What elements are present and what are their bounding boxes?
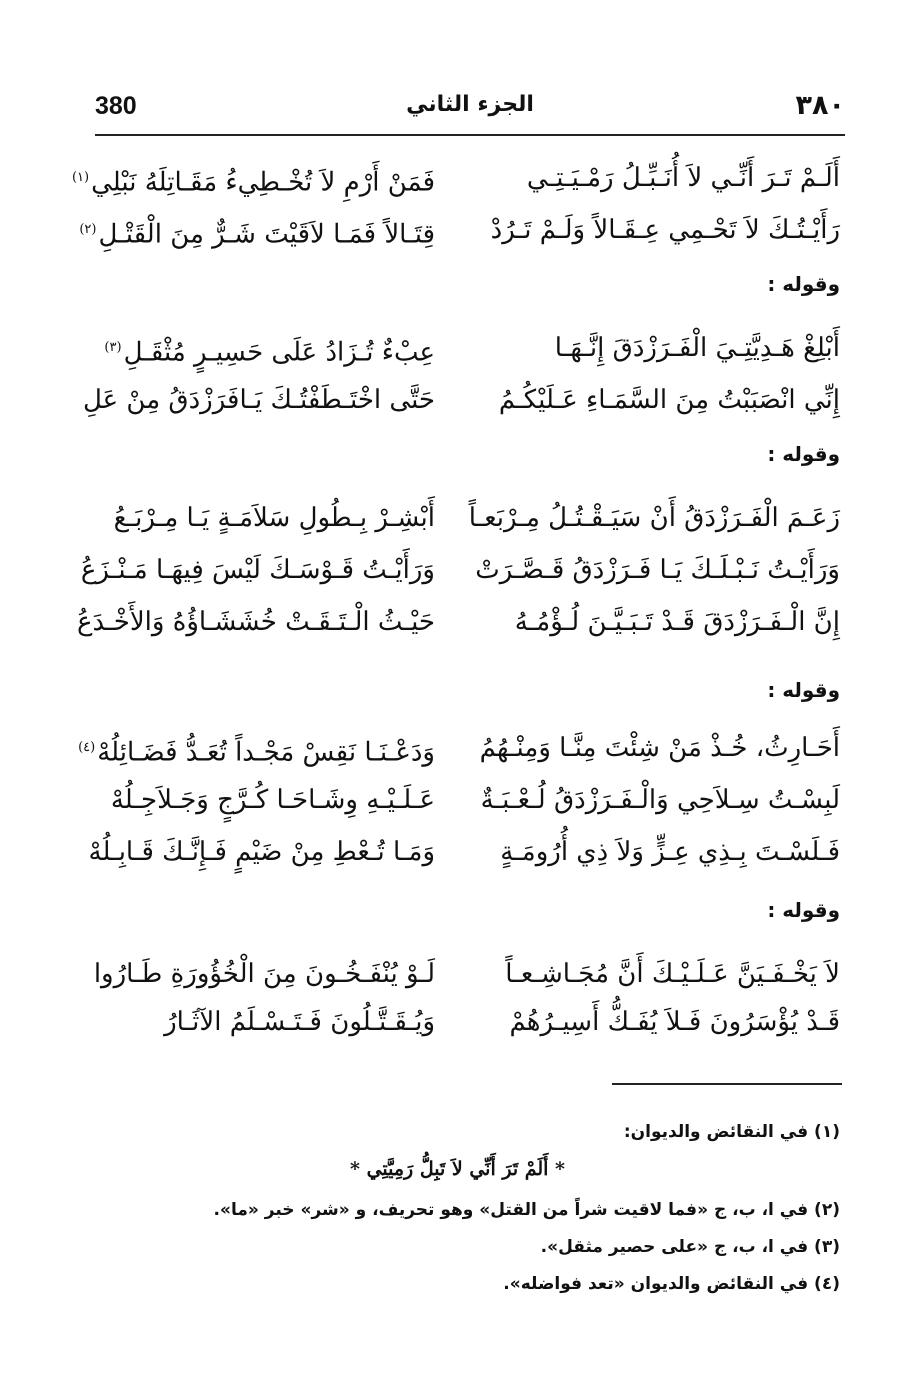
verse-right-hemistich: أَبْلِغْ هَـدِيَّتِـيَ الْفَـرَزْدَقَ إِنَّـهَـا bbox=[554, 333, 840, 363]
verse-left-hemistich bbox=[80, 330, 435, 371]
page-header bbox=[95, 92, 845, 132]
footnote-marker: (٢) bbox=[79, 222, 97, 237]
verse-right-hemistich: أَلَـمْ تَـرَ أَنِّـي لاَ أُنَـبِّـلُ رَمْـيَـتِـي bbox=[526, 163, 840, 193]
verse-text: عِبْءٌ تُـزَادُ عَلَى حَسِيـرٍ مُثْقَـلِ bbox=[123, 337, 435, 368]
verse-right-hemistich: قَـدْ يُؤْسَرُونَ فَـلاَ يُفَـكُّ أَسِيـرُهُمْ bbox=[509, 1007, 840, 1037]
verse-left-hemistich: عَـلَـيْـهِ وِشَـاحَـا كُـرَّجٍ وَجَـلاَجِـلُهْ bbox=[110, 785, 435, 815]
verse-right-hemistich: أَحَـارِثُ، خُـذْ مَنْ شِئْتَ مِنَّـا وَمِنْـهُمُ bbox=[479, 733, 840, 763]
page-number-latin: 380 bbox=[95, 92, 137, 120]
verse-right-hemistich: لَبِسْـتُ سِـلاَحِي وَالْـفَـرَزْدَقُ لُـعْـبَـةٌ bbox=[480, 785, 840, 815]
verse-right-hemistich: وَرَأَيْـتُ نَـبْـلَـكَ يَـا فَـرَزْدَقُ قَـصَّـرَتْ bbox=[475, 555, 840, 585]
footnote-marker: (٤) bbox=[78, 740, 96, 755]
footnote-marker: (١) bbox=[71, 170, 90, 185]
footnote-marker: (٣) bbox=[104, 340, 122, 355]
section-label: وقوله : bbox=[767, 898, 840, 922]
footnote-2: (٢) في ا، ب، ج «فما لاقيت شراً من القتل» وهو تحريف، و «شر» خبر «ما». bbox=[213, 1200, 840, 1220]
verse-text: قِتَـالاً فَمَـا لاَقَيْتَ شَـرٌّ مِنَ الْقَتْـلِ bbox=[98, 219, 435, 250]
section-label: وقوله : bbox=[767, 678, 840, 702]
verse-left-hemistich: لَـوْ يُنْفَـخُـونَ مِنَ الْخُؤُورَةِ طَـارُوا bbox=[93, 959, 435, 989]
verse-left-hemistich: أَبْشِـرْ بِـطُولِ سَلاَمَـةٍ يَـا مِـرْبَـعُ bbox=[113, 503, 435, 533]
verse-right-hemistich: زَعَـمَ الْفَـرَزْدَقُ أَنْ سَيَـقْـتُـلُ مِـرْبَعـاً bbox=[468, 503, 840, 533]
page-number-arabic: ٣٨٠ bbox=[795, 90, 845, 121]
section-label: وقوله : bbox=[767, 442, 840, 466]
verse-left-hemistich: وَيُـقَـتَّـلُونَ فَـتَـسْـلَمُ الآثَـارُ bbox=[164, 1007, 435, 1037]
verse-left-hemistich bbox=[80, 730, 435, 771]
verse-text: حَتَّى اخْتَـطَفْتُـكَ يَـافَرَزْدَقُ مِنْ عَلِ bbox=[82, 385, 435, 415]
verse-right-hemistich: فَـلَسْـتَ بِـذِي عِـزٍّ وَلاَ ذِي أُرُومَـةٍ bbox=[500, 837, 840, 867]
verse-left-hemistich bbox=[80, 382, 435, 418]
verse-text: وَدَعْـنَـا نَقِسْ مَجْـداً تُعَـدُّ فَضَـائِلُهْ bbox=[97, 737, 435, 768]
verse-right-hemistich: إِنِّي انْصَبَبْتُ مِنَ السَّمَـاءِ عَـلَيْكُـمُ bbox=[498, 385, 840, 415]
verse-left-hemistich bbox=[80, 212, 435, 253]
verse-text: فَمَنْ أَرْمِ لاَ تُخْـطِيءُ مَقَـاتِلَهُ نَبْلِي bbox=[91, 167, 435, 198]
verse-right-hemistich: رَأَيْـتُـكَ لاَ تَحْـمِي عِـقَـالاً وَلَـمْ تَـرُدْ bbox=[490, 215, 840, 245]
header-rule bbox=[95, 134, 845, 136]
running-head: الجزء الثاني bbox=[406, 92, 534, 117]
footnote-4: (٤) في النقائض والديوان «تعد فواضله». bbox=[503, 1274, 840, 1294]
footnote-3: (٣) في ا، ب، ج «على حصير مثقل». bbox=[540, 1237, 840, 1257]
section-label: وقوله : bbox=[767, 272, 840, 296]
footnote-rule bbox=[612, 1083, 842, 1085]
verse-left-hemistich: وَمَـا تُـعْطِ مِنْ ضَيْمٍ فَـإِنَّـكَ قَـابِـلُهْ bbox=[88, 837, 435, 867]
verse-right-hemistich: لاَ يَخْـفَـيَنَّ عَـلَـيْـكَ أَنَّ مُجَـاشِـعـاً bbox=[505, 959, 840, 989]
verse-right-hemistich: إِنَّ الْـفَـرَزْدَقَ قَـدْ تَـبَـيَّـنَ لُـؤْمُـهُ bbox=[514, 607, 840, 637]
footnote-1-quote: * أَلَمْ تَرَ أَنِّي لاَ تَبِلُّ رَمِيَّتِي * bbox=[350, 1158, 565, 1180]
verse-left-hemistich bbox=[71, 160, 435, 201]
footnote-1: (١) في النقائض والديوان: bbox=[623, 1122, 840, 1142]
verse-left-hemistich: وَرَأَيْـتُ قَـوْسَـكَ لَيْسَ فِيهَـا مَـنْـزَعُ bbox=[80, 555, 435, 585]
verse-left-hemistich: حَيْـثُ الْـتَـقَـتْ خُشَشَـاؤُهُ وَالأَخْـدَعُ bbox=[76, 607, 435, 637]
